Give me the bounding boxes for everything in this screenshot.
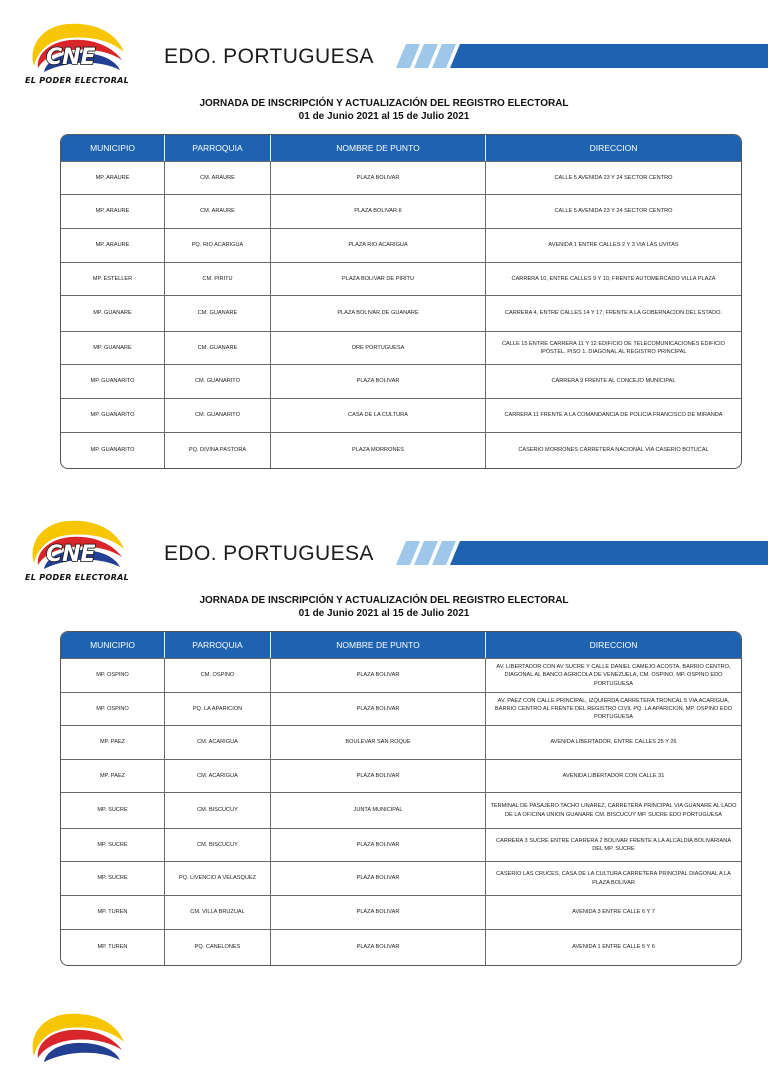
cell-direccion: CASERIO LAS CRUCES, CASA DE LA CULTURA CARRETERA PRINCIPAL DIAGONAL A LA PLAZA BOLIVAR [496, 871, 731, 886]
table-row [61, 331, 741, 364]
table-row [61, 895, 741, 929]
cell-municipio: MP. SUCRE [61, 793, 165, 828]
cell-nombre-punto: CASA DE LA CULTURA [271, 399, 486, 432]
document-dates: 01 de Junio 2021 al 15 de Julio 2021 [298, 111, 470, 122]
cell-parroquia: CM. ACARIGUA [165, 760, 271, 792]
table-body [61, 161, 741, 468]
cell-nombre-punto: PLAZA BOLIVAR [271, 693, 486, 725]
cell-nombre-punto: PLAZA BOLIVAR [271, 365, 486, 398]
header-municipio: MUNICIPIO [61, 632, 165, 658]
cell-municipio: MP. OSPINO [61, 659, 165, 692]
table-row [61, 725, 741, 759]
locations-table-1 [60, 134, 742, 469]
cell-parroquia: CM. BISCUCUY [165, 829, 271, 861]
table-row [61, 398, 741, 432]
cell-parroquia: PQ. LIVENCIO A VELASQUEZ [165, 862, 271, 895]
cell-parroquia: PQ. CANELONES [165, 930, 271, 965]
cell-direccion: TERMINAL DE PASAJERO TACHO LINAREZ, CARRETERA PRINCIPAL VIA GUANARE AL LADO DE LA OFICINA UNION GUANARE CM. BISCUCUY MP. SUCRE EDO PORTUGUESA [490, 803, 737, 818]
cell-direccion: CARRERA 10, ENTRE CALLES 9 Y 10, FRENTE AUTOMERCADO VILLA PLAZA [511, 275, 716, 282]
header-parroquia: PARROQUIA [165, 135, 271, 161]
cell-municipio: MP. GUANARE [61, 296, 165, 331]
table-row [61, 692, 741, 725]
cell-municipio: MP. ESTELLER [61, 263, 165, 295]
cell-municipio: MP. GUANARITO [61, 399, 165, 432]
document-dates: 01 de Junio 2021 al 15 de Julio 2021 [298, 608, 470, 619]
table-row [61, 194, 741, 228]
cell-direccion: CALLE 5 AVENIDA 23 Y 24 SECTOR CENTRO [554, 208, 673, 215]
cell-direccion: CARRERA 3 SUCRE ENTRE CARRERA 2 BOLIVAR FRENTE A LA ALCALDIA BOLIVARIANA DEL MP. SUCRE [495, 837, 732, 852]
cell-direccion: AVENIDA 3 ENTRE CALLE 6 Y 7 [572, 909, 655, 916]
table-body [61, 658, 741, 965]
cell-municipio: MP. ARAURE [61, 229, 165, 262]
cell-municipio: MP. GUANARE [61, 332, 165, 364]
state-title: EDO. PORTUGUESA [164, 45, 374, 68]
cell-municipio: MP. PAEZ [61, 726, 165, 759]
logo-mark-text: CNE [46, 542, 96, 567]
cell-direccion: CARRERA 4, ENTRE CALLES 14 Y 17; FRENTE A LA GOBERNACION DEL ESTADO. [504, 310, 723, 317]
cell-nombre-punto: PLAZA BOLIVAR II [271, 195, 486, 228]
header-stripes [396, 541, 768, 565]
table-row [61, 792, 741, 828]
table-row [61, 759, 741, 792]
cell-municipio: MP. SUCRE [61, 862, 165, 895]
cell-nombre-punto: PLAZA BOLIVAR [271, 162, 486, 194]
cell-municipio: MP. GUANARITO [61, 433, 165, 468]
logo-tagline: EL PODER ELECTORAL [25, 573, 130, 582]
header-direccion: DIRECCION [589, 640, 638, 650]
cell-direccion: CASERIO MORRONES CARRETERA NACIONAL VIA CASERIO BOTUCAL [518, 447, 709, 454]
cell-nombre-punto: PLAZA BOLIVAR [271, 930, 486, 965]
table-row [61, 861, 741, 895]
table-row [61, 828, 741, 861]
cell-nombre-punto: PLAZA BOLIVAR DE PIRITU [271, 263, 486, 295]
cell-direccion: CARRERA 11 FRENTE A LA COMANDANCIA DE POLICIA FRANCISCO DE MIRANDA [504, 412, 723, 419]
cell-parroquia: CM. VILLA BRUZUAL [165, 896, 271, 929]
document-title: JORNADA DE INSCRIPCIÓN Y ACTUALIZACIÓN DEL REGISTRO ELECTORAL [199, 595, 569, 606]
logo-mark-text: CNE [46, 45, 96, 70]
cell-municipio: MP. TUREN [61, 930, 165, 965]
header-nombre-punto: NOMBRE DE PUNTO [271, 632, 486, 658]
table-row [61, 262, 741, 295]
cell-parroquia: CM. ARAURE [165, 162, 271, 194]
cell-municipio: MP. PAEZ [61, 760, 165, 792]
cell-direccion: AVENIDA LIBERTADOR CON CALLE 31 [562, 772, 665, 779]
cne-logo-icon [24, 1008, 134, 1074]
cell-parroquia: PQ. RIO ACARIGUA [165, 229, 271, 262]
table-row [61, 295, 741, 331]
header-direccion: DIRECCION [589, 143, 638, 153]
cell-municipio: MP. ARAURE [61, 195, 165, 228]
table-row [61, 432, 741, 468]
table-header [61, 632, 741, 658]
cell-parroquia: CM. PIRITU [165, 263, 271, 295]
header-parroquia: PARROQUIA [165, 632, 271, 658]
cell-direccion: CALLE 15 ENTRE CARRERA 11 Y 12 EDIFICIO DE TELECOMUNICACIONES EDIFICIO IPÓSTEL, PISO 1. DIAGONAL AL REGISTRO PRINCIPAL [501, 340, 726, 355]
cell-nombre-punto: PLAZA MORRONES [271, 433, 486, 468]
cne-logo-icon [24, 18, 134, 84]
cell-direccion: AVENIDA LIBERTADOR, ENTRE CALLES 25 Y 26 [550, 739, 677, 746]
header-nombre-punto: NOMBRE DE PUNTO [271, 135, 486, 161]
cell-municipio: MP. OSPINO [61, 693, 165, 725]
cne-logo-icon [24, 515, 134, 581]
table-row [61, 929, 741, 965]
table-header [61, 135, 741, 161]
table-row [61, 161, 741, 194]
cell-municipio: MP. TUREN [61, 896, 165, 929]
cell-direccion: AVENIDA 1 ENTRE CALLE 5 Y 6 [572, 944, 655, 951]
cell-parroquia: CM. ARAURE [165, 195, 271, 228]
cell-parroquia: CM. OSPINO [165, 659, 271, 692]
cell-municipio: MP. GUANARITO [61, 365, 165, 398]
document-title: JORNADA DE INSCRIPCIÓN Y ACTUALIZACIÓN DEL REGISTRO ELECTORAL [199, 98, 569, 109]
cell-nombre-punto: BOULEVAR SAN ROQUE [271, 726, 486, 759]
header-municipio: MUNICIPIO [61, 135, 165, 161]
cell-nombre-punto: PLAZA BOLIVAR [271, 760, 486, 792]
cell-parroquia: PQ. LA APARICION [165, 693, 271, 725]
cell-direccion: CALLE 5 AVENIDA 23 Y 24 SECTOR CENTRO [554, 174, 673, 181]
cell-direccion: CARRERA 9 FRENTE AL CONCEJO MUNICIPAL [551, 378, 676, 385]
cell-nombre-punto: ORE PORTUGUESA [271, 332, 486, 364]
table-row [61, 228, 741, 262]
header-stripes [396, 44, 768, 68]
cell-nombre-punto: PLAZA BOLIVAR [271, 896, 486, 929]
locations-table-2 [60, 631, 742, 966]
cell-parroquia: CM. GUANARE [165, 332, 271, 364]
cell-nombre-punto: PLAZA BOLIVAR [271, 829, 486, 861]
cell-parroquia: CM. GUANARITO [165, 399, 271, 432]
cell-parroquia: CM. BISCUCUY [165, 793, 271, 828]
cell-parroquia: CM. GUANARITO [165, 365, 271, 398]
cell-nombre-punto: JUNTA MUNICIPAL [271, 793, 486, 828]
cell-parroquia: CM. GUANARE [165, 296, 271, 331]
cell-municipio: MP. SUCRE [61, 829, 165, 861]
state-title: EDO. PORTUGUESA [164, 542, 374, 565]
cell-direccion: AV. LIBERTADOR CON AV SUCRE Y CALLE DANIEL CAMEJO ACOSTA, BARRIO CENTRO, DIAGONAL AL BANCO AGRICOLA DE VENEZUELA, CM. OSPINO, MP. OSPINO EDO PORTUGUESA [496, 664, 731, 687]
logo-tagline: EL PODER ELECTORAL [25, 76, 130, 85]
table-row [61, 658, 741, 692]
cell-parroquia: PQ. DIVINA PASTORA [165, 433, 271, 468]
cell-direccion: AVENIDA 1 ENTRE CALLES 2 Y 3 VIA LAS UVITAS [548, 242, 679, 249]
cell-nombre-punto: PLAZA BOLIVAR DE GUANARE [271, 296, 486, 331]
cell-municipio: MP. ARAURE [61, 162, 165, 194]
table-row [61, 364, 741, 398]
cell-parroquia: CM. ACARIGUA [165, 726, 271, 759]
cell-nombre-punto: PLAZA RIO ACARIGUA [271, 229, 486, 262]
cell-nombre-punto: PLAZA BOLIVAR [271, 659, 486, 692]
cell-direccion: AV. PAEZ CON CALLE PRINCIPAL, IZQUIERDA CARRETERA TRONCAL 5 VIA ACARIGUA, BARRIO CENTRO AL FRENTE DEL REGISTRO CIVIL PQ. LA APARICION, MP. OSPINO EDO PORTUGUESA [495, 697, 732, 721]
cell-nombre-punto: PLAZA BOLIVAR [271, 862, 486, 895]
